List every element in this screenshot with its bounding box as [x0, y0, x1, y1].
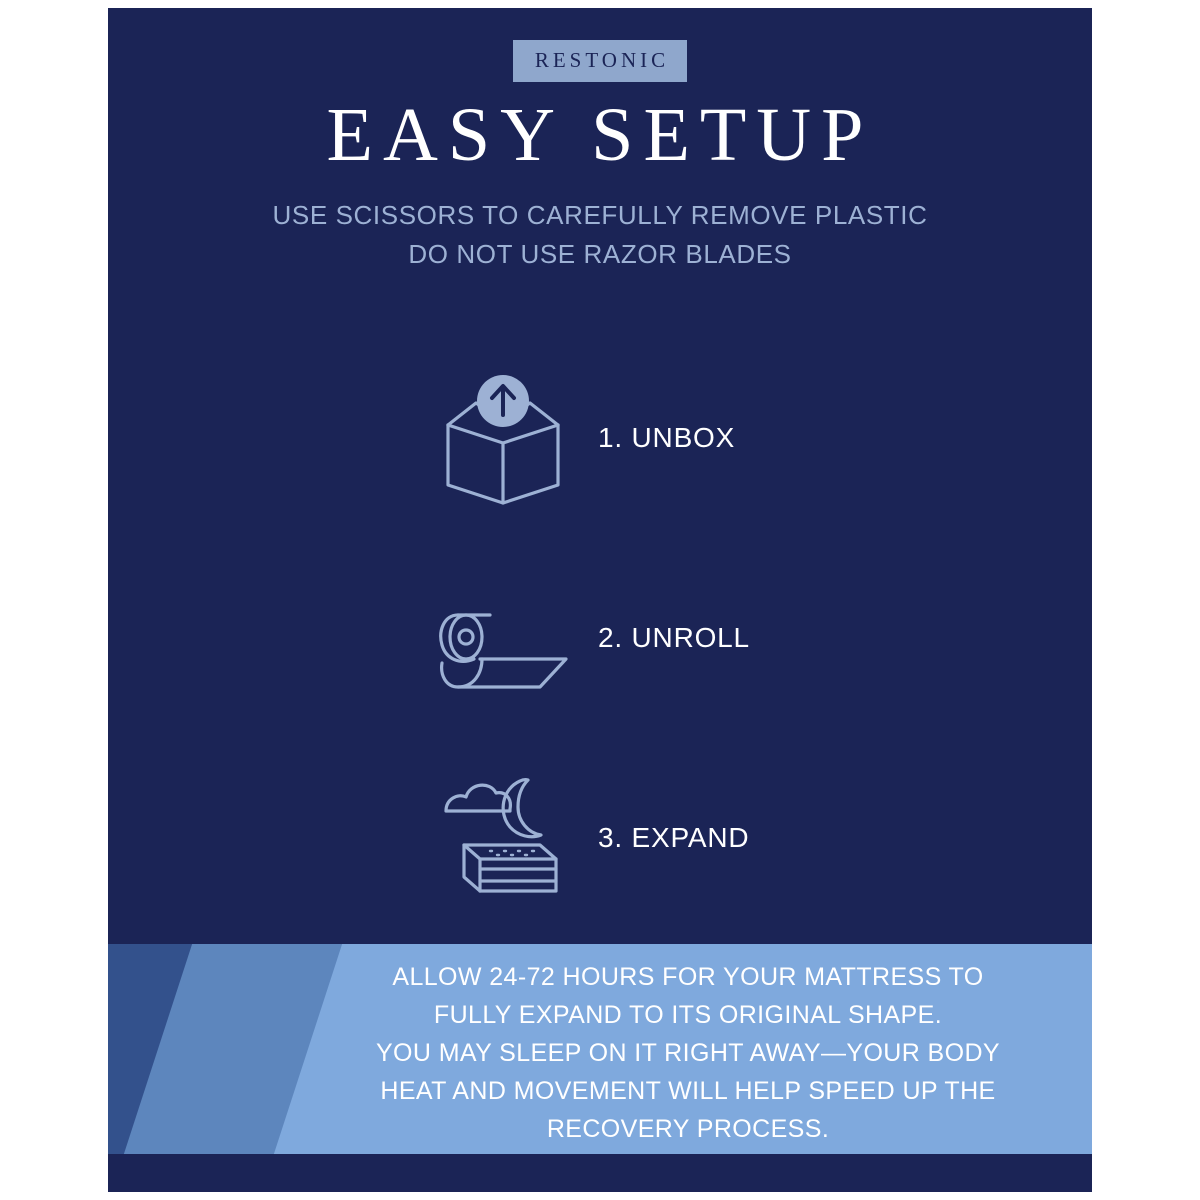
rolled-mattress-icon [418, 553, 588, 723]
step-item-unbox [108, 338, 1092, 538]
brand-logo: RESTONIC [513, 40, 687, 82]
footer-line-5: RECOVERY PROCESS. [546, 1115, 830, 1143]
footer-line-3: YOU MAY SLEEP ON IT RIGHT AWAY—YOUR BODY [375, 1039, 1000, 1067]
subtitle-line-1: USE SCISSORS TO CAREFULLY REMOVE PLASTIC [272, 200, 928, 230]
mattress-with-moon-and-cloud-icon [418, 753, 588, 923]
footer-note [298, 958, 1078, 1148]
footer-band [108, 944, 1092, 1154]
subtitle-line-2: DO NOT USE RAZOR BLADES [408, 239, 792, 269]
page-subtitle [108, 196, 1092, 274]
steps-list [108, 338, 1092, 938]
bottom-strip [108, 1154, 1092, 1192]
step-label-unbox: 1. UNBOX [598, 422, 736, 453]
footer-line-2: FULLY EXPAND TO ITS ORIGINAL SHAPE. [433, 1001, 943, 1029]
step-item-expand [108, 738, 1092, 938]
step-label-unroll: 2. UNROLL [598, 622, 750, 653]
footer-line-4: HEAT AND MOVEMENT WILL HELP SPEED UP THE [380, 1077, 996, 1105]
step-item-unroll [108, 538, 1092, 738]
open-box-with-up-arrow-icon [418, 353, 588, 523]
footer-line-1: ALLOW 24-72 HOURS FOR YOUR MATTRESS TO [392, 963, 984, 991]
page-title: EASY SETUP [326, 93, 874, 177]
poster-canvas [108, 8, 1092, 1192]
brand-header [108, 40, 1092, 82]
step-label-expand: 3. EXPAND [598, 822, 750, 853]
